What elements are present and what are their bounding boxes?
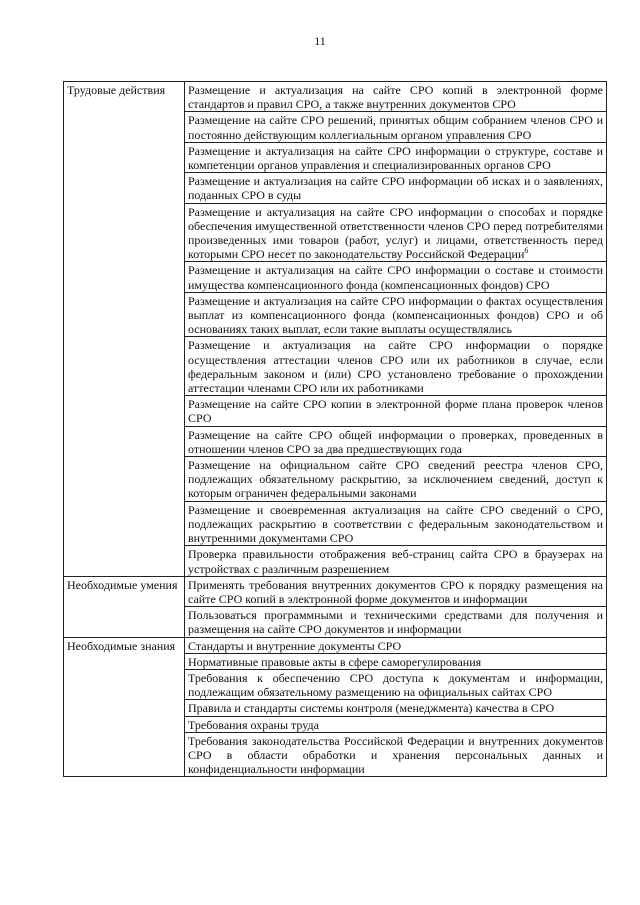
item-cell — [185, 337, 607, 396]
item-text: Применять требования внутренних документов СРО к порядку размещения на сайте СРО копий в электронной форме документов и информации — [188, 577, 603, 606]
item-cell — [185, 732, 607, 777]
item-text: Размещение и актуализация на сайте СРО копий в электронной форме стандартов и правил СРО, а также внутренних документов СРО — [188, 83, 603, 112]
item-text: Требования к обеспечению СРО доступа к документам и информации, подлежащим обязательному размещению на официальных сайтах СРО — [188, 670, 603, 700]
section-header: Необходимые умения — [64, 576, 185, 637]
section-header: Трудовые действия — [64, 82, 185, 577]
item-cell — [185, 546, 607, 576]
item-cell — [185, 112, 607, 142]
section-header: Необходимые знания — [64, 637, 185, 777]
item-cell — [185, 501, 607, 546]
table-row — [64, 82, 607, 112]
item-text: Размещение на сайте СРО решений, принятых общим собранием членов СРО и постоянно действующим коллегиальным органом управления СРО — [188, 113, 603, 142]
item-cell — [185, 607, 607, 637]
item-text: Размещение и актуализация на сайте СРО информации о фактах осуществления выплат из компенсационного фонда (компенсационных фондов) СРО и об основаниях таких выплат, если такие выплаты осуществлялись — [188, 293, 603, 337]
item-cell — [185, 637, 607, 653]
item-cell — [185, 669, 607, 699]
page-number: 11 — [314, 34, 326, 48]
item-text: Размещение и актуализация на сайте СРО информации об исках и о заявлениях, поданных СРО в суды — [188, 174, 603, 203]
item-text: Проверка правильности отображения веб-страниц сайта СРО в браузерах на устройствах с различным разрешением — [188, 547, 603, 576]
item-text: Размещение и актуализация на сайте СРО информации о способах и порядке обеспечения имущественной ответственности членов СРО перед потребителями произведенных ими товаров (работ, услуг) и лицами, ответственность перед которыми СРО несет по законодательству Российской Федерации — [188, 204, 603, 262]
item-text: Размещение на сайте СРО копии в электронной форме плана проверок членов СРО — [188, 397, 603, 426]
item-text: Нормативные правовые акты в сфере саморегулирования — [188, 654, 482, 669]
item-cell — [185, 700, 607, 716]
table-row — [64, 637, 607, 653]
item-text: Размещение и своевременная актуализация на сайте СРО сведений о СРО, подлежащих раскрытию в соответствии с федеральным законодательством и внутренними документами СРО — [188, 502, 603, 546]
item-text: Размещение на официальном сайте СРО сведений реестра членов СРО, подлежащих обязательному раскрытию, за исключением сведений, доступ к которым ограничен федеральными законами — [188, 458, 603, 501]
item-cell — [185, 82, 607, 112]
table-row — [64, 576, 607, 606]
item-text: Размещение и актуализация на сайте СРО информации о порядке осуществления аттестации членов СРО или их работников в случае, если федеральным законом и (или) СРО установлено требование о прохождении аттестации членами СРО или их работниками — [188, 338, 603, 396]
item-text: Требования законодательства Российской Федерации и внутренних документов СРО в области обработки и хранения персональных данных и конфиденциальности информации — [188, 733, 603, 777]
item-cell — [185, 457, 607, 502]
competency-table — [63, 81, 607, 777]
item-cell — [185, 262, 607, 292]
item-text: Пользоваться программными и техническими средствами для получения и размещения на сайте СРО документов и информации — [188, 608, 603, 637]
item-text: Требования охраны труда — [188, 717, 319, 732]
item-cell — [185, 576, 607, 606]
item-text: Правила и стандарты системы контроля (менеджмента) качества в СРО — [188, 701, 555, 716]
item-cell — [185, 396, 607, 426]
item-cell — [185, 142, 607, 172]
item-cell — [185, 203, 607, 262]
item-cell — [185, 426, 607, 456]
item-text: Размещение и актуализация на сайте СРО информации о структуре, составе и компетенции органов управления и специализированных органов СРО — [188, 143, 603, 173]
item-cell — [185, 653, 607, 669]
item-cell — [185, 173, 607, 203]
footnote-marker: 6 — [524, 246, 529, 256]
competency-table-body — [64, 82, 607, 777]
item-cell — [185, 292, 607, 337]
item-text: Размещение на сайте СРО общей информации о проверках, проведенных в отношении членов СРО за два предшествующих года — [188, 427, 603, 456]
item-text: Стандарты и внутренние документы СРО — [188, 638, 402, 653]
item-cell — [185, 716, 607, 732]
item-text: Размещение и актуализация на сайте СРО информации о составе и стоимости имущества компенсационного фонда (компенсационных фондов) СРО — [188, 263, 603, 292]
